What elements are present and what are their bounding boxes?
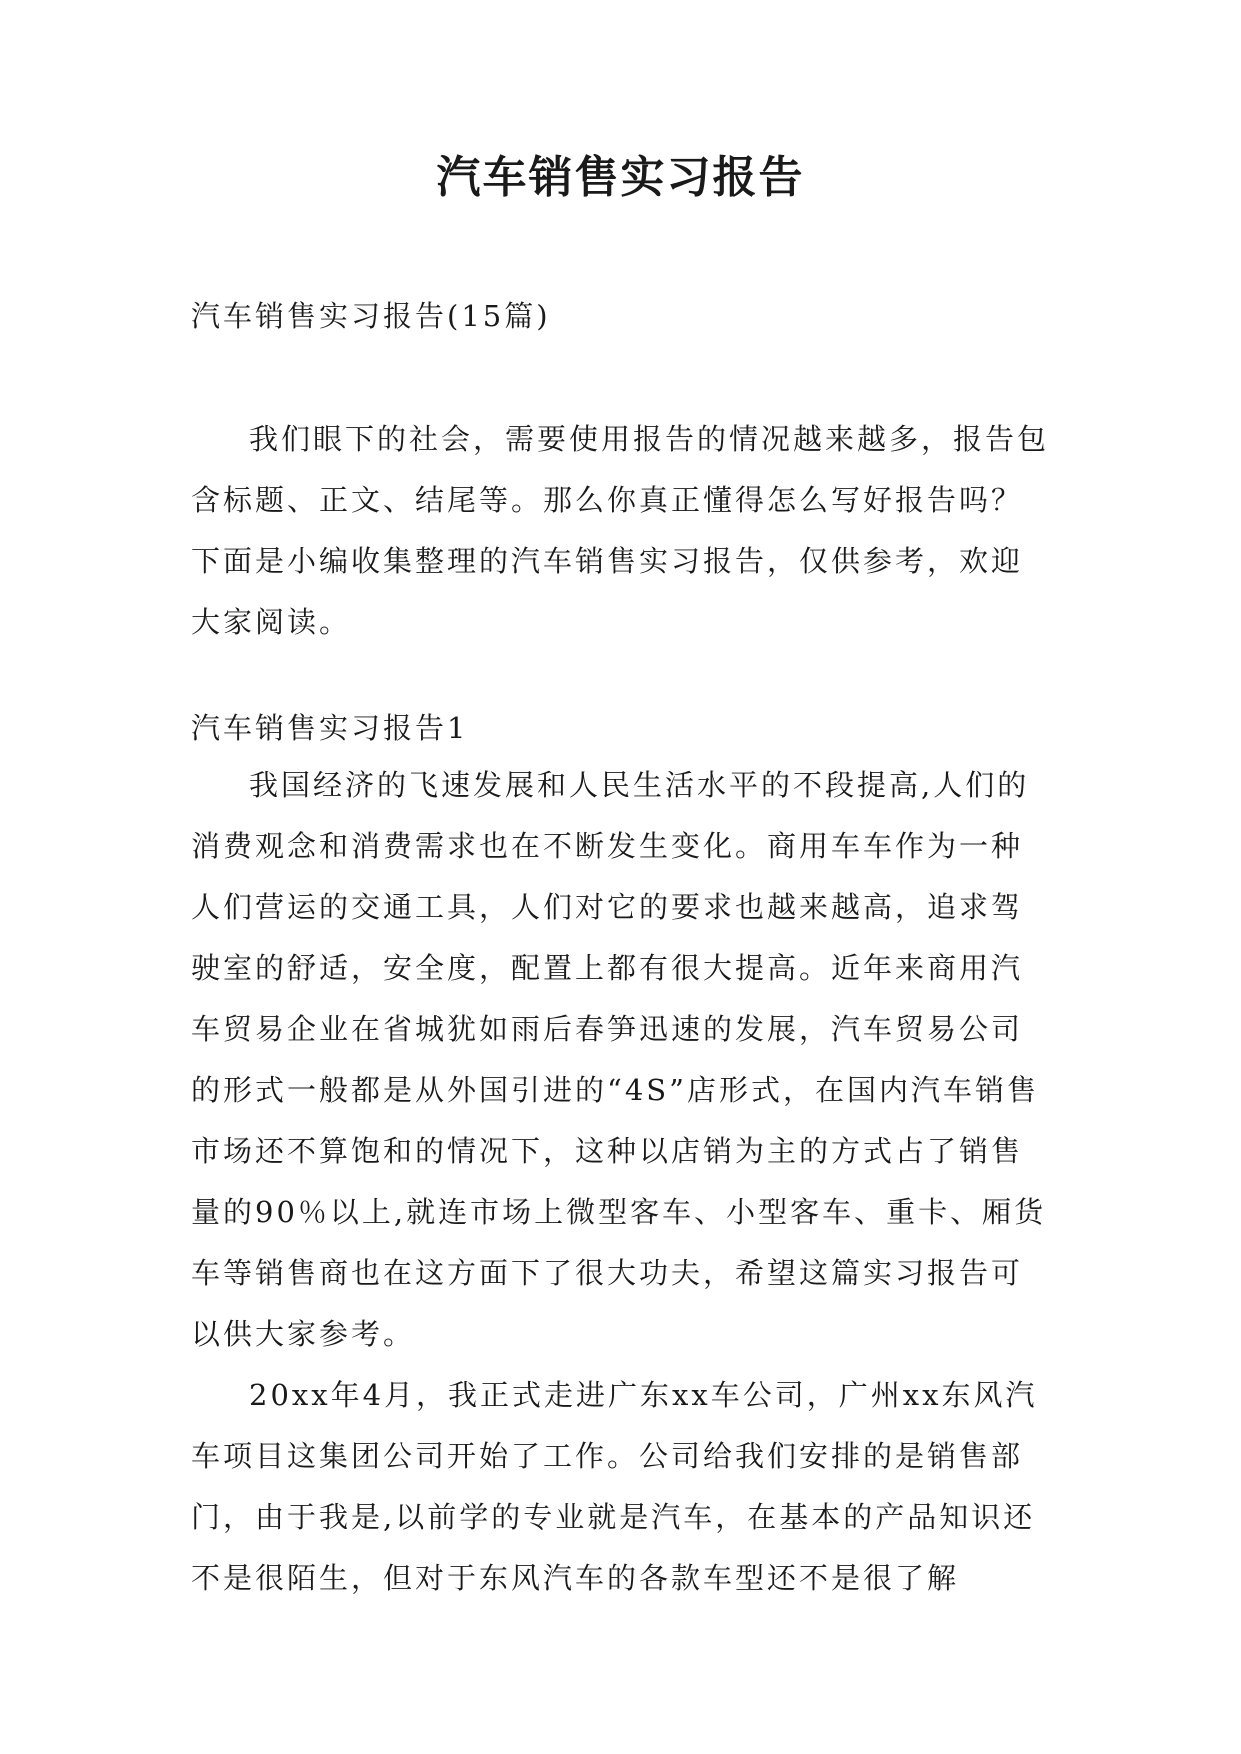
document-title: 汽车销售实习报告 <box>436 152 805 203</box>
body-paragraph: 我国经济的飞速发展和人民生活水平的不段提高,人们的消费观念和消费需求也在不断发生变化。商用车车作为一种人们营运的交通工具，人们对它的要求也越来越高，追求驾驶室的舒适，安全度，配置上都有很大提高。近年来商用汽车贸易企业在省城犹如雨后春笋迅速的发展，汽车贸易公司的形式一般都是从外国引进的“4S”店形式，在国内汽车销售市场还不算饱和的情况下，这种以店销为主的方式占了销售量的90％以上,就连市场上微型客车、小型客车、重卡、厢货车等销售商也在这方面下了很大功夫，希望这篇实习报告可以供大家参考。 <box>191 768 1047 1351</box>
intro-paragraph: 我们眼下的社会，需要使用报告的情况越来越多，报告包含标题、正文、结尾等。那么你真正懂得怎么写好报告吗？下面是小编收集整理的汽车销售实习报告，仅供参考，欢迎大家阅读。 <box>191 422 1050 639</box>
body-paragraph: 20xx年4月，我正式走进广东xx车公司，广州xx东风汽车项目这集团公司开始了工作。公司给我们安排的是销售部门，由于我是,以前学的专业就是汽车，在基本的产品知识还不是很陌生，但对于东风汽车的各款车型还不是很了解 <box>191 1378 1038 1595</box>
document-subtitle: 汽车销售实习报告(15篇) <box>191 299 551 333</box>
section-heading: 汽车销售实习报告1 <box>191 711 469 745</box>
section-body <box>191 755 1051 1609</box>
